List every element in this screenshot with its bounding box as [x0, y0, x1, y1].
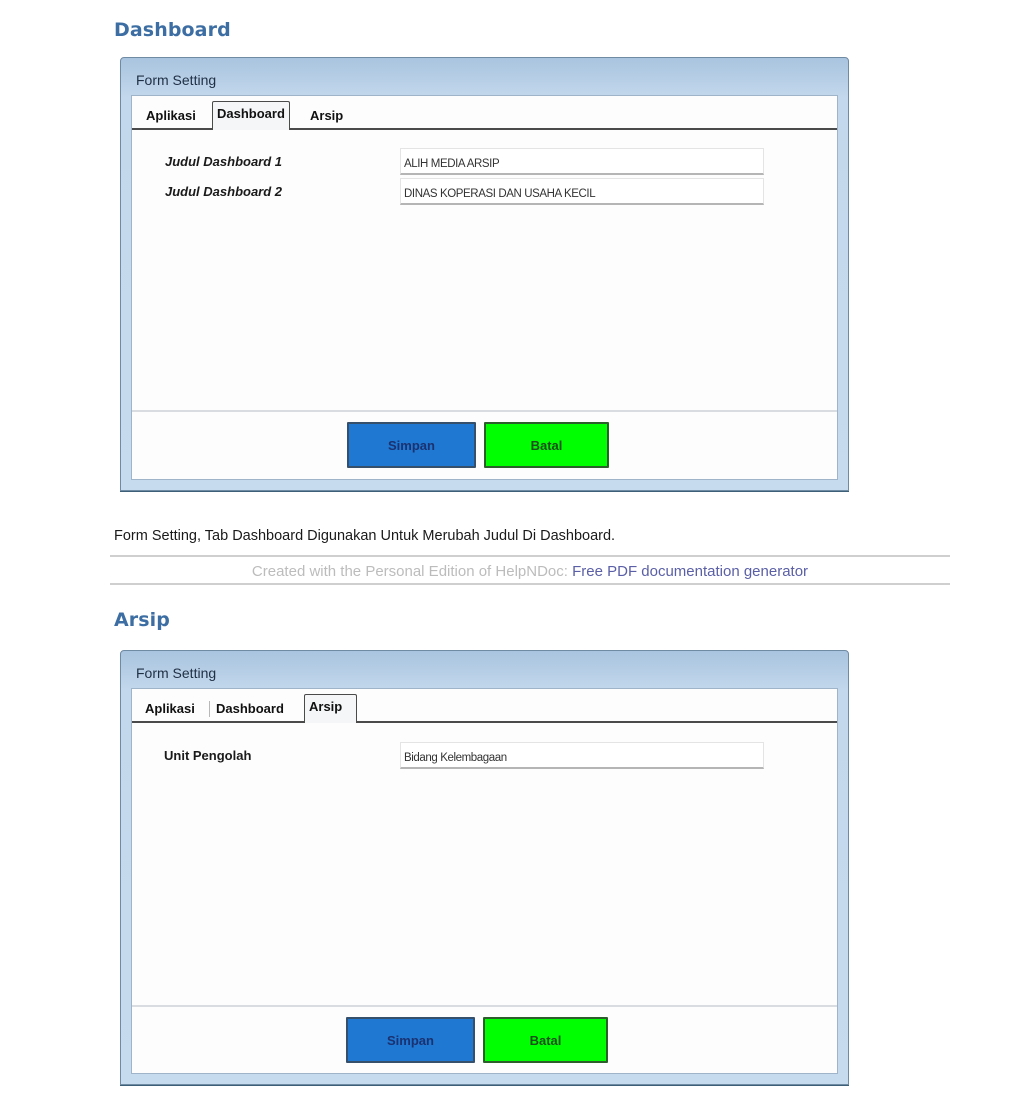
unit-pengolah-input[interactable] — [400, 742, 764, 769]
footer-divider-top — [110, 555, 950, 557]
cancel-button[interactable]: Batal — [483, 1017, 608, 1063]
form-setting-window-arsip — [120, 650, 849, 1085]
footer-link[interactable]: Free PDF documentation generator — [572, 563, 809, 580]
tab-bar — [132, 96, 837, 130]
tab-aplikasi[interactable]: Aplikasi — [145, 701, 195, 716]
helpndoc-footer — [110, 563, 950, 580]
window-title: Form Setting — [136, 665, 217, 681]
judul-dashboard-2-label: Judul Dashboard 2 — [165, 184, 283, 199]
footer-prefix: Created with the Personal Edition of HelpNDoc: — [251, 563, 573, 580]
tab-dashboard[interactable]: Dashboard — [216, 701, 284, 716]
window-content — [131, 688, 838, 1074]
tab-arsip[interactable]: Arsip — [310, 108, 344, 123]
button-area-divider — [132, 1005, 837, 1007]
window-title: Form Setting — [136, 72, 217, 88]
tab-dashboard[interactable]: Dashboard — [212, 101, 290, 130]
form-setting-window-dashboard — [120, 57, 849, 491]
unit-pengolah-label: Unit Pengolah — [164, 748, 252, 763]
tab-aplikasi[interactable]: Aplikasi — [146, 108, 196, 123]
button-area-divider — [132, 410, 837, 412]
judul-dashboard-1-label: Judul Dashboard 1 — [165, 154, 283, 169]
window-content — [131, 95, 838, 480]
judul-dashboard-1-input[interactable] — [400, 148, 764, 175]
cancel-button[interactable]: Batal — [484, 422, 609, 468]
judul-dashboard-2-input[interactable] — [400, 178, 764, 205]
tab-separator — [209, 701, 210, 717]
footer-divider-bottom — [110, 583, 950, 585]
section-heading-dashboard: Dashboard — [114, 19, 231, 41]
save-button[interactable]: Simpan — [347, 422, 476, 468]
save-button[interactable]: Simpan — [346, 1017, 475, 1063]
section-heading-arsip: Arsip — [114, 609, 170, 631]
tab-arsip[interactable]: Arsip — [304, 694, 357, 723]
caption-dashboard: Form Setting, Tab Dashboard Digunakan Untuk Merubah Judul Di Dashboard. — [114, 528, 616, 544]
tab-bar — [132, 689, 837, 723]
